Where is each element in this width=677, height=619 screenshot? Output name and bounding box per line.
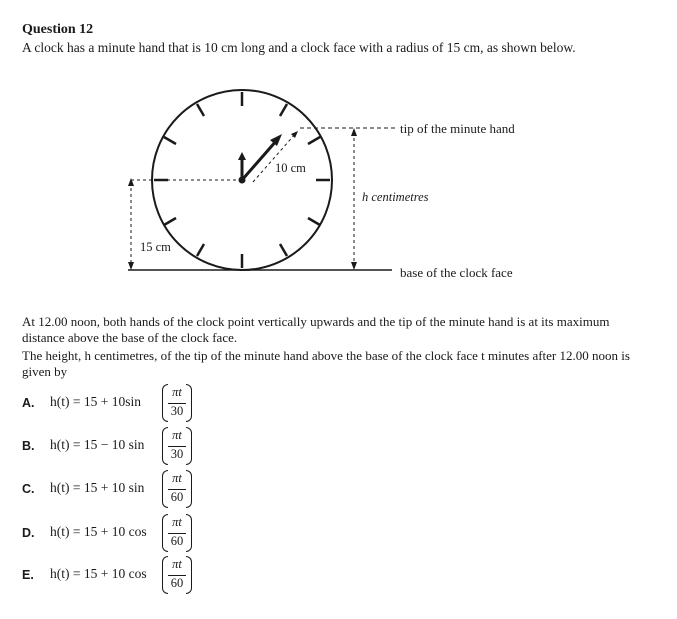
option-fraction: πt 30 (164, 384, 190, 422)
question-paragraph (22, 348, 662, 380)
question-intro: A clock has a minute hand that is 10 cm long and a clock face with a radius of 15 cm, as shown below. (22, 40, 576, 55)
label-tip: tip of the minute hand (400, 121, 515, 136)
context-line-2: distance above the base of the clock face. (22, 330, 238, 345)
option-label: C. (22, 482, 35, 496)
option-fraction: πt 60 (164, 514, 190, 552)
context-paragraph (22, 314, 662, 346)
option-expression: h(t) = 15 + 10 cos (50, 566, 147, 581)
option-fraction: πt 60 (164, 470, 190, 508)
option-label: B. (22, 439, 35, 453)
option-fraction: πt 30 (164, 427, 190, 465)
label-radius: 15 cm (140, 240, 171, 254)
option-e-clip (0, 548, 677, 590)
option-label: E. (22, 568, 34, 582)
option-expression: h(t) = 15 − 10 sin (50, 437, 145, 452)
question-line-2: given by (22, 364, 68, 379)
option-expression: h(t) = 15 + 10 sin (50, 480, 145, 495)
option-expression: h(t) = 15 + 10sin (50, 394, 141, 409)
context-line-1: At 12.00 noon, both hands of the clock point vertically upwards and the tip of the minute hand is at its maximum (22, 314, 610, 329)
question-title: Question 12 (22, 22, 94, 37)
question-line-1: The height, h centimetres, of the tip of the minute hand above the base of the clock face t minutes after 12.00 noon is (22, 348, 630, 363)
option-label: D. (22, 526, 35, 540)
label-hand-length: 10 cm (275, 161, 306, 175)
option-label: A. (22, 396, 35, 410)
option-expression: h(t) = 15 + 10 cos (50, 524, 147, 539)
option-fraction: πt 60 (164, 556, 190, 594)
label-height: h centimetres (362, 190, 429, 204)
clock-diagram (0, 0, 677, 300)
label-base: base of the clock face (400, 265, 513, 280)
